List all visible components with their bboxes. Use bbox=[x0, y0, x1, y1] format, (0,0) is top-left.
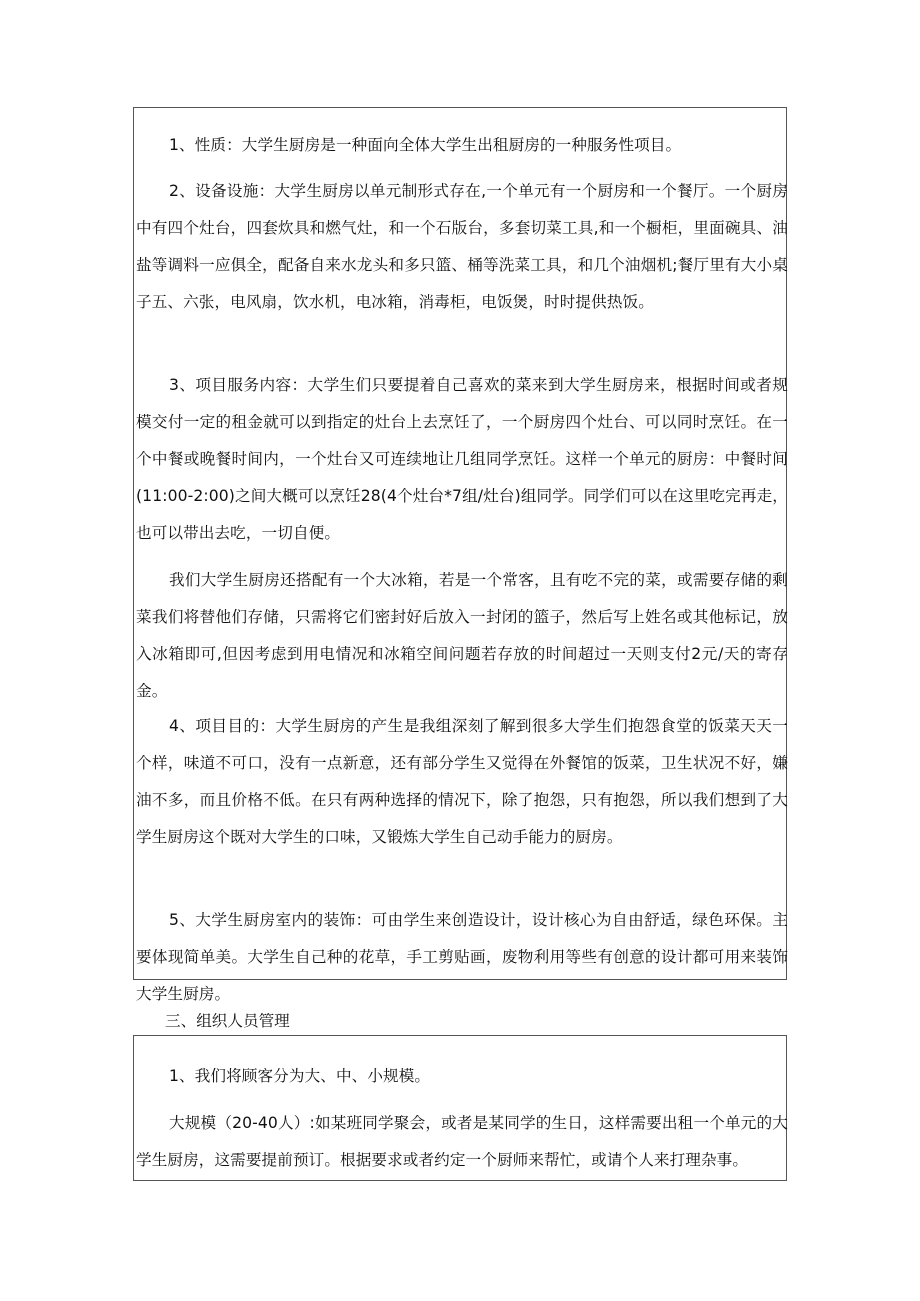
paragraph-large-scale: 大规模（20-40人）:如某班同学聚会，或者是某同学的生日，这样需要出租一个单元的大学生厨房，这需要提前预订。根据要求或者约定一个厨师来帮忙，或请个人来打理杂事。 bbox=[136, 1114, 788, 1169]
paragraph-equipment: 2、设备设施：大学生厨房以单元制形式存在,一个单元有一个厨房和一个餐厅。一个厨房中有四个灶台，四套炊具和燃气灶，和一个石版台，多套切菜工具,和一个橱柜，里面碗具、油盐等调料一应俱全，配备自来水龙头和多只篮、桶等洗菜工具，和几个油烟机;餐厅里有大小桌子五、六张，电风扇，饮水机，电冰箱，消毒柜，电饭煲，时时提供热饭。 bbox=[136, 182, 788, 311]
content-box-project-details bbox=[133, 107, 788, 1003]
paragraph-decoration: 5、大学生厨房室内的装饰：可由学生来创造设计，设计核心为自由舒适，绿色环保。主要体现简单美。大学生自己种的花草，手工剪贴画，废物利用等些有创意的设计都可用来装饰大学生厨房。 bbox=[136, 911, 788, 1003]
paragraph-purpose: 4、项目目的：大学生厨房的产生是我组深刻了解到很多大学生们抱怨食堂的饭菜天天一个样，味道不可口，没有一点新意，还有部分学生又觉得在外餐馆的饭菜，卫生状况不好，嫌油不多，而且价格不低。在只有两种选择的情况下，除了抱怨，只有抱怨，所以我们想到了大学生厨房这个既对大学生的口味，又锻炼大学生自己动手能力的厨房。 bbox=[136, 717, 788, 846]
section-heading: 三、组织人员管理 bbox=[165, 1012, 290, 1030]
paragraph-customer-scale: 1、我们将顾客分为大、中、小规模。 bbox=[169, 1067, 431, 1085]
paragraph-refrigerator: 我们大学生厨房还搭配有一个大冰箱，若是一个常客，且有吃不完的菜，或需要存储的剩菜我们将替他们存储，只需将它们密封好后放入一封闭的篮子，然后写上姓名或其他标记，放入冰箱即可,但因考虑到用电情况和冰箱空间问题若存放的时间超过一天则支付2元/天的寄存金。 bbox=[136, 571, 788, 700]
paragraph-service-content: 3、项目服务内容：大学生们只要提着自己喜欢的菜来到大学生厨房来，根据时间或者规模交付一定的租金就可以到指定的灶台上去烹饪了，一个厨房四个灶台、可以同时烹饪。在一个中餐或晚餐时间内，一个灶台又可连续地让几组同学烹饪。这样一个单元的厨房：中餐时间(11:00-2:00)之间大概可以烹饪28(4个灶台*7组/灶台)组同学。同学们可以在这里吃完再走，也可以带出去吃，一切自便。 bbox=[136, 376, 788, 542]
paragraph-nature: 1、性质：大学生厨房是一种面向全体大学生出租厨房的一种服务性项目。 bbox=[169, 136, 682, 154]
content-box-staff-management bbox=[133, 1035, 787, 1181]
